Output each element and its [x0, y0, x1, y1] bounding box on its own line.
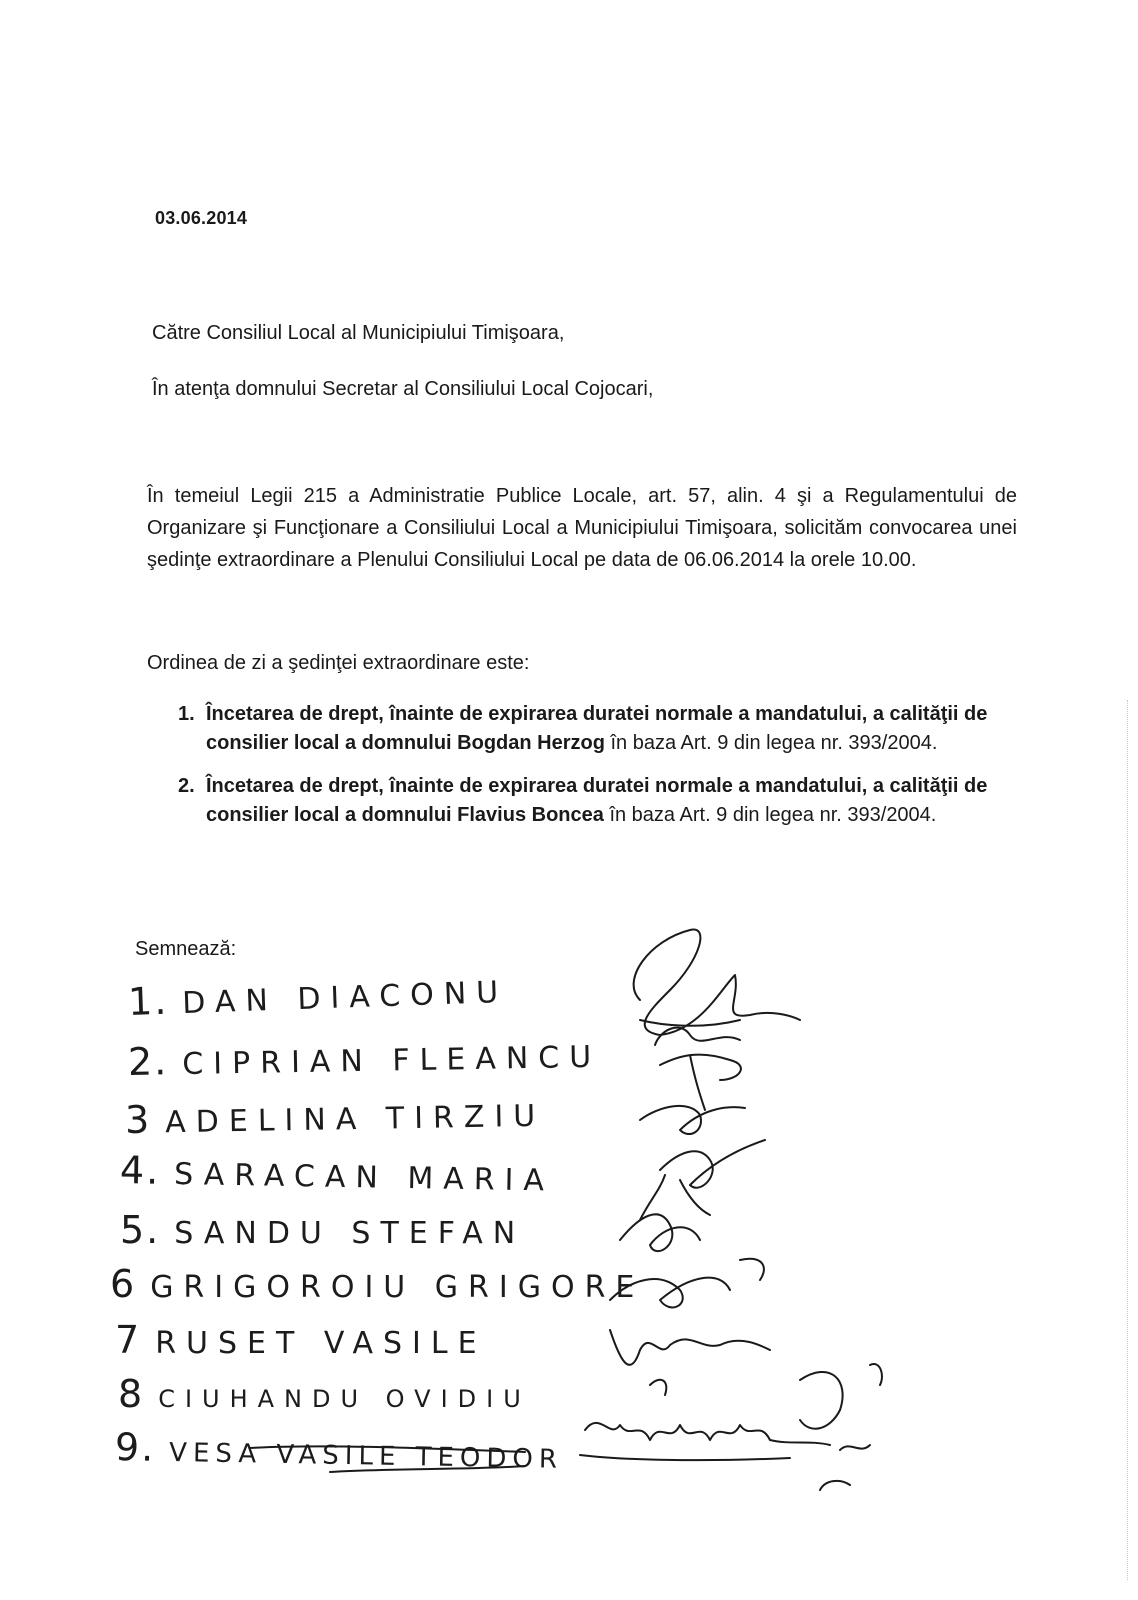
agenda-item-rest-text: în baza Art. 9 din legea nr. 393/2004.	[603, 804, 937, 826]
signatory-row	[127, 967, 509, 1024]
signatory-name: SARACAN MARIA	[173, 1156, 555, 1199]
signature-9	[585, 1423, 870, 1490]
signatory-row	[128, 1032, 602, 1084]
signatory-row	[115, 1318, 487, 1362]
signatory-number: 9.	[114, 1425, 156, 1470]
signatory-row	[115, 1425, 564, 1477]
signatory-row	[110, 1262, 644, 1306]
agenda-item-number: 1.	[178, 703, 195, 725]
signature-3	[640, 1106, 745, 1134]
signatory-name: VESA VASILE TEODOR	[168, 1437, 564, 1475]
signatory-row	[118, 1372, 531, 1416]
signatory-number: 7	[115, 1318, 142, 1362]
document-date: 03.06.2014	[155, 208, 248, 228]
signature-1	[634, 930, 800, 1035]
scan-edge-artifact	[1126, 700, 1128, 1580]
signatory-number: 8	[118, 1372, 145, 1416]
signatory-number: 2.	[127, 1039, 169, 1084]
signature-8	[650, 1364, 882, 1429]
signatory-number: 4.	[119, 1148, 161, 1193]
signatory-name: GRIGOROIU GRIGORE	[150, 1270, 645, 1305]
signatory-number: 3	[124, 1097, 152, 1142]
signatory-number: 5.	[120, 1208, 161, 1252]
agenda-item-rest-text: în baza Art. 9 din legea nr. 393/2004.	[604, 732, 938, 754]
recipient-line-2: În atenţa domnului Secretar al Consiliului Local Cojocari,	[152, 378, 654, 400]
body-paragraph: În temeiul Legii 215 a Administratie Publice Locale, art. 57, alin. 4 şi a Regulamentului de Organizare şi Funcţionare a Consiliului Local a Municipiului Timişoara, solicităm convocarea unei şedinţe extraordinare a Plenului Consiliului Local pe data de 06.06.2014 la orele 10.00.	[147, 485, 1017, 571]
agenda-item-number: 2.	[178, 775, 195, 797]
signatory-name: ADELINA TIRZIU	[164, 1098, 546, 1141]
signatory-number: 6	[110, 1262, 137, 1306]
signatory-row	[120, 1208, 525, 1252]
recipient-line-1: Către Consiliul Local al Municipiului Timişoara,	[152, 322, 565, 344]
agenda-item-bold-text: Încetarea de drept, înainte de expirarea duratei normale a mandatului, a calităţii de consilier local a domnului Flavius Boncea	[206, 775, 988, 826]
signatory-name: SANDU STEFAN	[174, 1216, 526, 1251]
signatory-name: RUSET VASILE	[155, 1326, 487, 1361]
signatory-row	[120, 1148, 555, 1200]
signatures-label: Semnează:	[135, 938, 237, 960]
signature-4	[660, 1140, 765, 1215]
signatory-number: 1.	[127, 978, 170, 1024]
agenda-intro: Ordinea de zi a şedinţei extraordinare este:	[147, 652, 530, 674]
signatory-name: DAN DIACONU	[181, 974, 509, 1022]
signatory-name: CIPRIAN FLEANCU	[182, 1039, 602, 1083]
signatory-name: CIUHANDU OVIDIU	[158, 1385, 531, 1413]
agenda-item	[178, 772, 1008, 830]
agenda-item	[178, 700, 1008, 758]
signature-2	[660, 1055, 741, 1110]
agenda-item-bold-text: Încetarea de drept, înainte de expirarea duratei normale a mandatului, a calităţii de consilier local a domnului Bogdan Herzog	[206, 703, 988, 754]
agenda-list	[178, 700, 1008, 844]
signature-5	[620, 1175, 700, 1251]
signatory-row	[125, 1091, 546, 1142]
signature-7	[610, 1330, 770, 1365]
